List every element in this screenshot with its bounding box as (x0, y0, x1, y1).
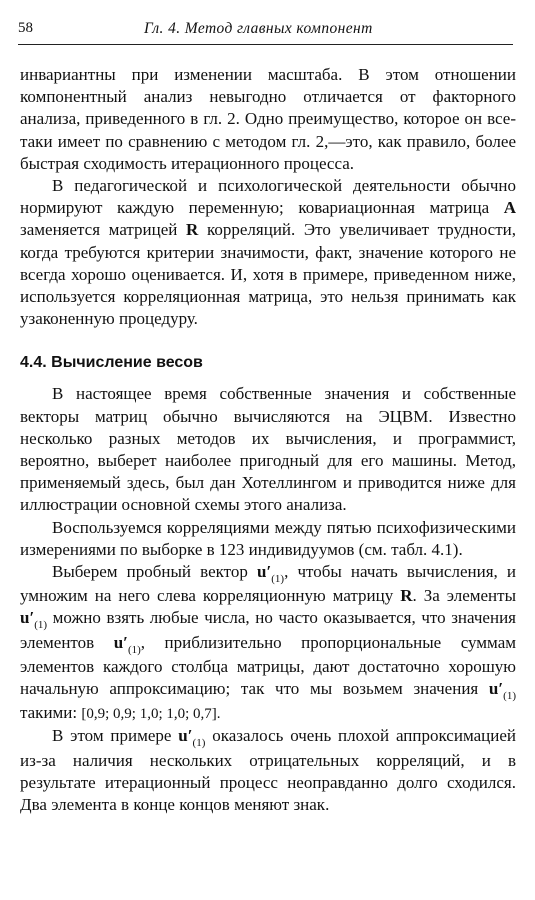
p5-text-a: Выберем пробный вектор (52, 562, 257, 582)
matrix-a-symbol: A (503, 198, 516, 218)
p5-text-c: . За элементы (412, 586, 516, 606)
body-text (20, 64, 516, 816)
matrix-r-symbol-2: R (400, 586, 413, 606)
paragraph-5 (20, 561, 516, 725)
p5-text-d: можно взять любые числа, но часто оказывается, что значения элементов (20, 608, 516, 652)
p2-text-b: заменяется матрицей (20, 220, 187, 240)
paragraph-3: В настоящее время собственные значения и собственные векторы матриц обычно вычисляются на ЭЦВМ. Известно несколько разных методов их вычисления, и программист, вероятно, выберет наиболее пригодный для его машины. Метод, применяемый здесь, был дан Хотеллингом и приводится ниже для иллюстрации основной схемы этого анализа. (20, 384, 516, 515)
vector-u-subscript-4: (1) (503, 690, 516, 703)
p6-text-b: оказалось очень плохой аппроксимацией из-за наличия нескольких отрицательных корреляций, и в результате итерационный процесс неоправданно долго сходился. Два элемента в конце концов меняют знак. (20, 726, 516, 815)
vector-u-symbol-5: u′ (178, 726, 193, 746)
matrix-r-symbol: R (186, 220, 199, 240)
vector-u-symbol-2: u′ (20, 608, 35, 628)
section-heading: 4.4. Вычисление весов (20, 354, 203, 372)
vector-u-subscript-2: (1) (34, 619, 48, 632)
page-header (18, 20, 513, 45)
page-number: 58 (18, 20, 33, 36)
running-head: Гл. 4. Метод главных компонент (144, 20, 373, 37)
p5-text-b: , чтобы начать вычисления, и умножим на него слева корреляционную матрицу (20, 562, 516, 606)
paragraph-2 (20, 175, 516, 330)
vector-u-symbol: u′ (257, 562, 272, 582)
paragraph-1: инвариантны при изменении масштаба. В этом отношении компонентный анализ невыгодно отличается от факторного анализа, приведенного в гл. 2. Одно преимущество, которое он все-таки имеет по сравнению с методом гл. 2,—это, как правило, более быстрая сходимость итерационного процесса. (20, 65, 516, 173)
vector-u-symbol-3: u′ (113, 632, 128, 652)
paragraph-4: Воспользуемся корреляциями между пятью психофизическими измерениями по выборке в 123 индивидуумов (см. табл. 4.1). (20, 517, 516, 559)
p2-text-a: В педагогической и психологической деятельности обычно нормируют каждую переменную; ковариационная матрица (20, 176, 516, 218)
vector-u-symbol-4: u′ (488, 679, 504, 699)
p5-text-e: , приблизительно пропорциональные суммам элементов каждого столбца матрицы, дают достаточно хорошую начальную аппроксимацию; так что мы возьмем значения (20, 632, 516, 699)
p5-text-f: такими: (20, 703, 82, 723)
vector-u-subscript-5: (1) (192, 737, 206, 750)
paragraph-6 (20, 725, 516, 816)
trial-vector-values: [0,9; 0,9; 1,0; 1,0; 0,7]. (81, 706, 221, 723)
p6-text-a: В этом примере (52, 726, 179, 746)
vector-u-subscript: (1) (271, 573, 285, 586)
vector-u-subscript-3: (1) (127, 643, 141, 656)
p2-text-c: корреляций. Это увеличивает трудности, когда требуются критерии значимости, факт, значение которого не всегда хорошо оценивается. И, хотя в примере, приведенном ниже, используется корреляционная матрица, это нельзя принимать как узаконенную процедуру. (20, 220, 516, 329)
